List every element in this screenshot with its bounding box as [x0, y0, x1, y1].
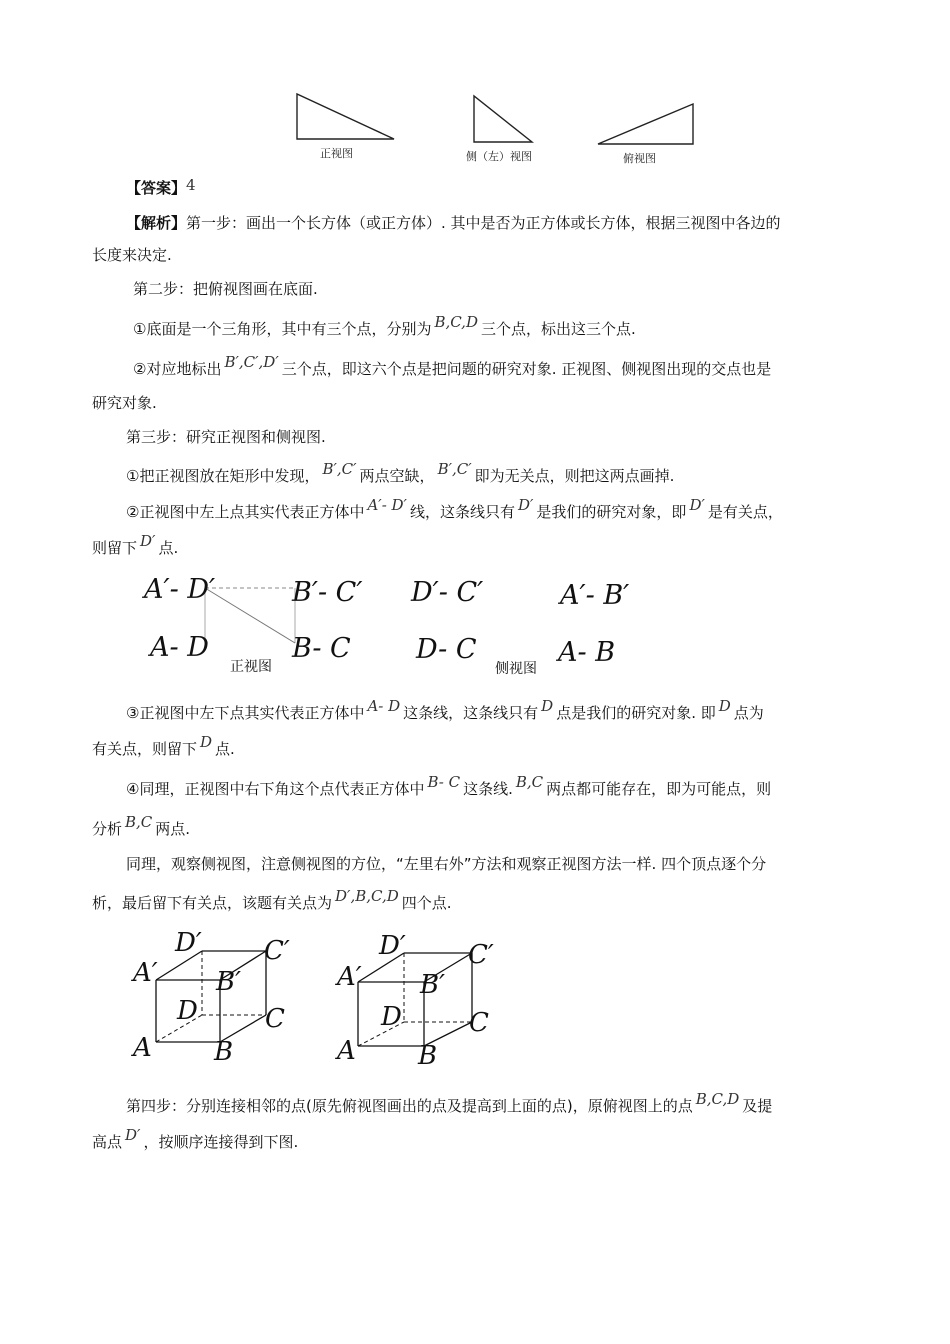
s3p4-math2: B,C [515, 773, 544, 791]
s2p1-text-b: 三个点，标出这三个点. [480, 320, 636, 338]
s3p1-text-c: 即为无关点，则把这两点画掉. [474, 467, 675, 485]
s3p3-text-e: 有关点，则留下 [92, 740, 198, 758]
s3p3-math3: D [718, 697, 731, 715]
side-top-left-label: D′- C′ [411, 577, 484, 608]
step4-math1: B,C,D [695, 1090, 740, 1108]
step4 [126, 1090, 773, 1117]
cube2-label-B1: B′ [420, 970, 446, 1000]
s3p2-text-c: 是我们的研究对象，即 [536, 503, 687, 521]
s2p2-text-a: ②对应地标出 [133, 360, 222, 378]
side-view-diagram-caption: 侧视图 [495, 661, 537, 677]
step3-point1 [126, 460, 675, 487]
s2p2-text-b: 三个点，即这六个点是把问题的研究对象. 正视图、侧视图出现的交点也是 [281, 360, 772, 378]
s3p5-text-b: 析，最后留下有关点，该题有关点为 [92, 894, 333, 912]
s3p1-text-a: ①把正视图放在矩形中发现， [126, 467, 320, 485]
s3p5-text-c: 四个点. [401, 894, 452, 912]
s3p5-math: D′,B,C,D [335, 887, 399, 905]
cube2-label-A1: A′ [337, 962, 362, 992]
step4-cont [92, 1126, 299, 1153]
step3-point3-cont [92, 733, 235, 760]
s3p4-text-c: 两点都可能存在，即为可能点，则 [546, 780, 772, 798]
front-view-diagram-caption: 正视图 [230, 659, 272, 675]
s3p2-math4: D′ [140, 532, 156, 550]
s3p4-math1: B- C [427, 773, 461, 791]
cube1-label-B: B [214, 1037, 234, 1067]
analysis-step1-cont: 长度来决定. [92, 246, 172, 264]
analysis-step1 [126, 212, 781, 234]
step3-point5-cont [92, 887, 452, 914]
front-top-left-label: A′- D′ [144, 574, 216, 605]
s3p3-text-b: 这条线，这条线只有 [403, 704, 539, 722]
step2-point2-cont: 研究对象. [92, 394, 157, 412]
front-view-triangle [297, 94, 394, 139]
s3p4-math3: B,C [125, 813, 153, 831]
step2-point1 [133, 313, 636, 340]
s3p4-text-d: 分析 [92, 820, 123, 838]
answer-label: 【答案】 [126, 179, 187, 197]
cube1-label-A: A [133, 1033, 152, 1063]
answer-value: 4 [186, 176, 196, 194]
top-view-triangle [598, 104, 693, 144]
s2p1-math: B,C,D [434, 313, 478, 331]
step3-point4 [126, 773, 772, 800]
step3-point4-cont [92, 813, 191, 840]
s3p3-math4: D [200, 733, 213, 751]
s3p3-text-c: 点是我们的研究对象. 即 [556, 704, 716, 722]
step4-text-b: 及提 [742, 1097, 773, 1115]
s3p3-text-f: 点. [215, 740, 235, 758]
cube1-label-A1: A′ [133, 958, 158, 988]
s3p1-math2: B′,C′ [437, 460, 472, 478]
side-view-caption: 侧（左）视图 [466, 150, 532, 163]
step3-point2 [126, 496, 783, 523]
s2p1-text-a: ①底面是一个三角形，其中有三个点，分别为 [133, 320, 432, 338]
front-top-right-label: B′- C′ [292, 577, 363, 608]
s3p2-math3: D′ [689, 496, 705, 514]
cube1-label-D1: D′ [175, 928, 202, 958]
top-bottom-left-label: A- B [558, 637, 616, 668]
top-view-caption: 俯视图 [623, 152, 656, 165]
cube1-label-C1: C′ [264, 936, 290, 966]
s3p3-text-a: ③正视图中左下点其实代表正方体中 [126, 704, 365, 722]
step1-text: 第一步：画出一个长方体（或正方体）. 其中是否为正方体或长方体，根据三视图中各边的 [186, 214, 781, 232]
s2p2-math: B′,C′,D′ [224, 353, 279, 371]
front-rect-diagonal [205, 588, 295, 643]
s3p3-text-d: 点为 [733, 704, 764, 722]
s3p2-math1: A′- D′ [367, 496, 407, 514]
s3p2-text-b: 线，这条线只有 [409, 503, 515, 521]
s3p3-math2: D [541, 697, 554, 715]
front-view-caption: 正视图 [320, 147, 353, 160]
step3-point2-cont [92, 532, 179, 559]
s3p3-math1: A- D [367, 697, 401, 715]
cube2-label-D1: D′ [379, 931, 406, 961]
cube2-label-D: D [381, 1002, 402, 1032]
side-view-triangle [474, 96, 532, 142]
cube1-label-D: D [177, 996, 198, 1026]
cube2-label-C1: C′ [468, 940, 494, 970]
cube2-label-B: B [418, 1041, 438, 1071]
step3-point5: 同理，观察侧视图，注意侧视图的方位，“左里右外”方法和观察正视图方法一样. 四个顶点逐个分 [126, 855, 767, 873]
cube2-label-A: A [337, 1036, 356, 1066]
s3p4-text-e: 两点. [155, 820, 191, 838]
s3p2-text-e: 则留下 [92, 539, 138, 557]
s3p4-text-b: 这条线. [463, 780, 513, 798]
s3p1-text-b: 两点空缺， [359, 467, 435, 485]
s3p2-text-f: 点. [158, 539, 179, 557]
analysis-label: 【解析】 [126, 214, 187, 232]
step3-point3 [126, 697, 764, 724]
three-views-figure [290, 92, 710, 147]
step4-math2: D′ [125, 1126, 141, 1144]
step3-heading: 第三步：研究正视图和侧视图. [126, 428, 326, 446]
cube1-label-B1: B′ [216, 967, 242, 997]
s3p1-math1: B′,C′ [322, 460, 357, 478]
step2-heading: 第二步：把俯视图画在底面. [133, 280, 318, 298]
cube2-label-C: C [469, 1008, 489, 1038]
step4-text-a: 第四步：分别连接相邻的点(原先俯视图画出的点及提高到上面的点)，原俯视图上的点 [126, 1097, 693, 1115]
front-bottom-left-label: A- D [150, 632, 209, 663]
side-bottom-left-label: D- C [416, 634, 477, 665]
s3p2-text-d: 是有关点， [707, 503, 783, 521]
step4-text-c: 高点 [92, 1133, 123, 1151]
s3p2-text-a: ②正视图中左上点其实代表正方体中 [126, 503, 365, 521]
front-bottom-right-label: B- C [292, 633, 351, 664]
answer-line [126, 177, 196, 199]
s3p2-math2: D′ [517, 496, 534, 514]
cube1-label-C: C [265, 1004, 285, 1034]
top-top-left-label: A′- B′ [560, 580, 630, 611]
step4-text-d: ，按顺序连接得到下图. [143, 1133, 299, 1151]
s3p4-text-a: ④同理，正视图中右下角这个点代表正方体中 [126, 780, 425, 798]
step2-point2 [133, 353, 772, 380]
